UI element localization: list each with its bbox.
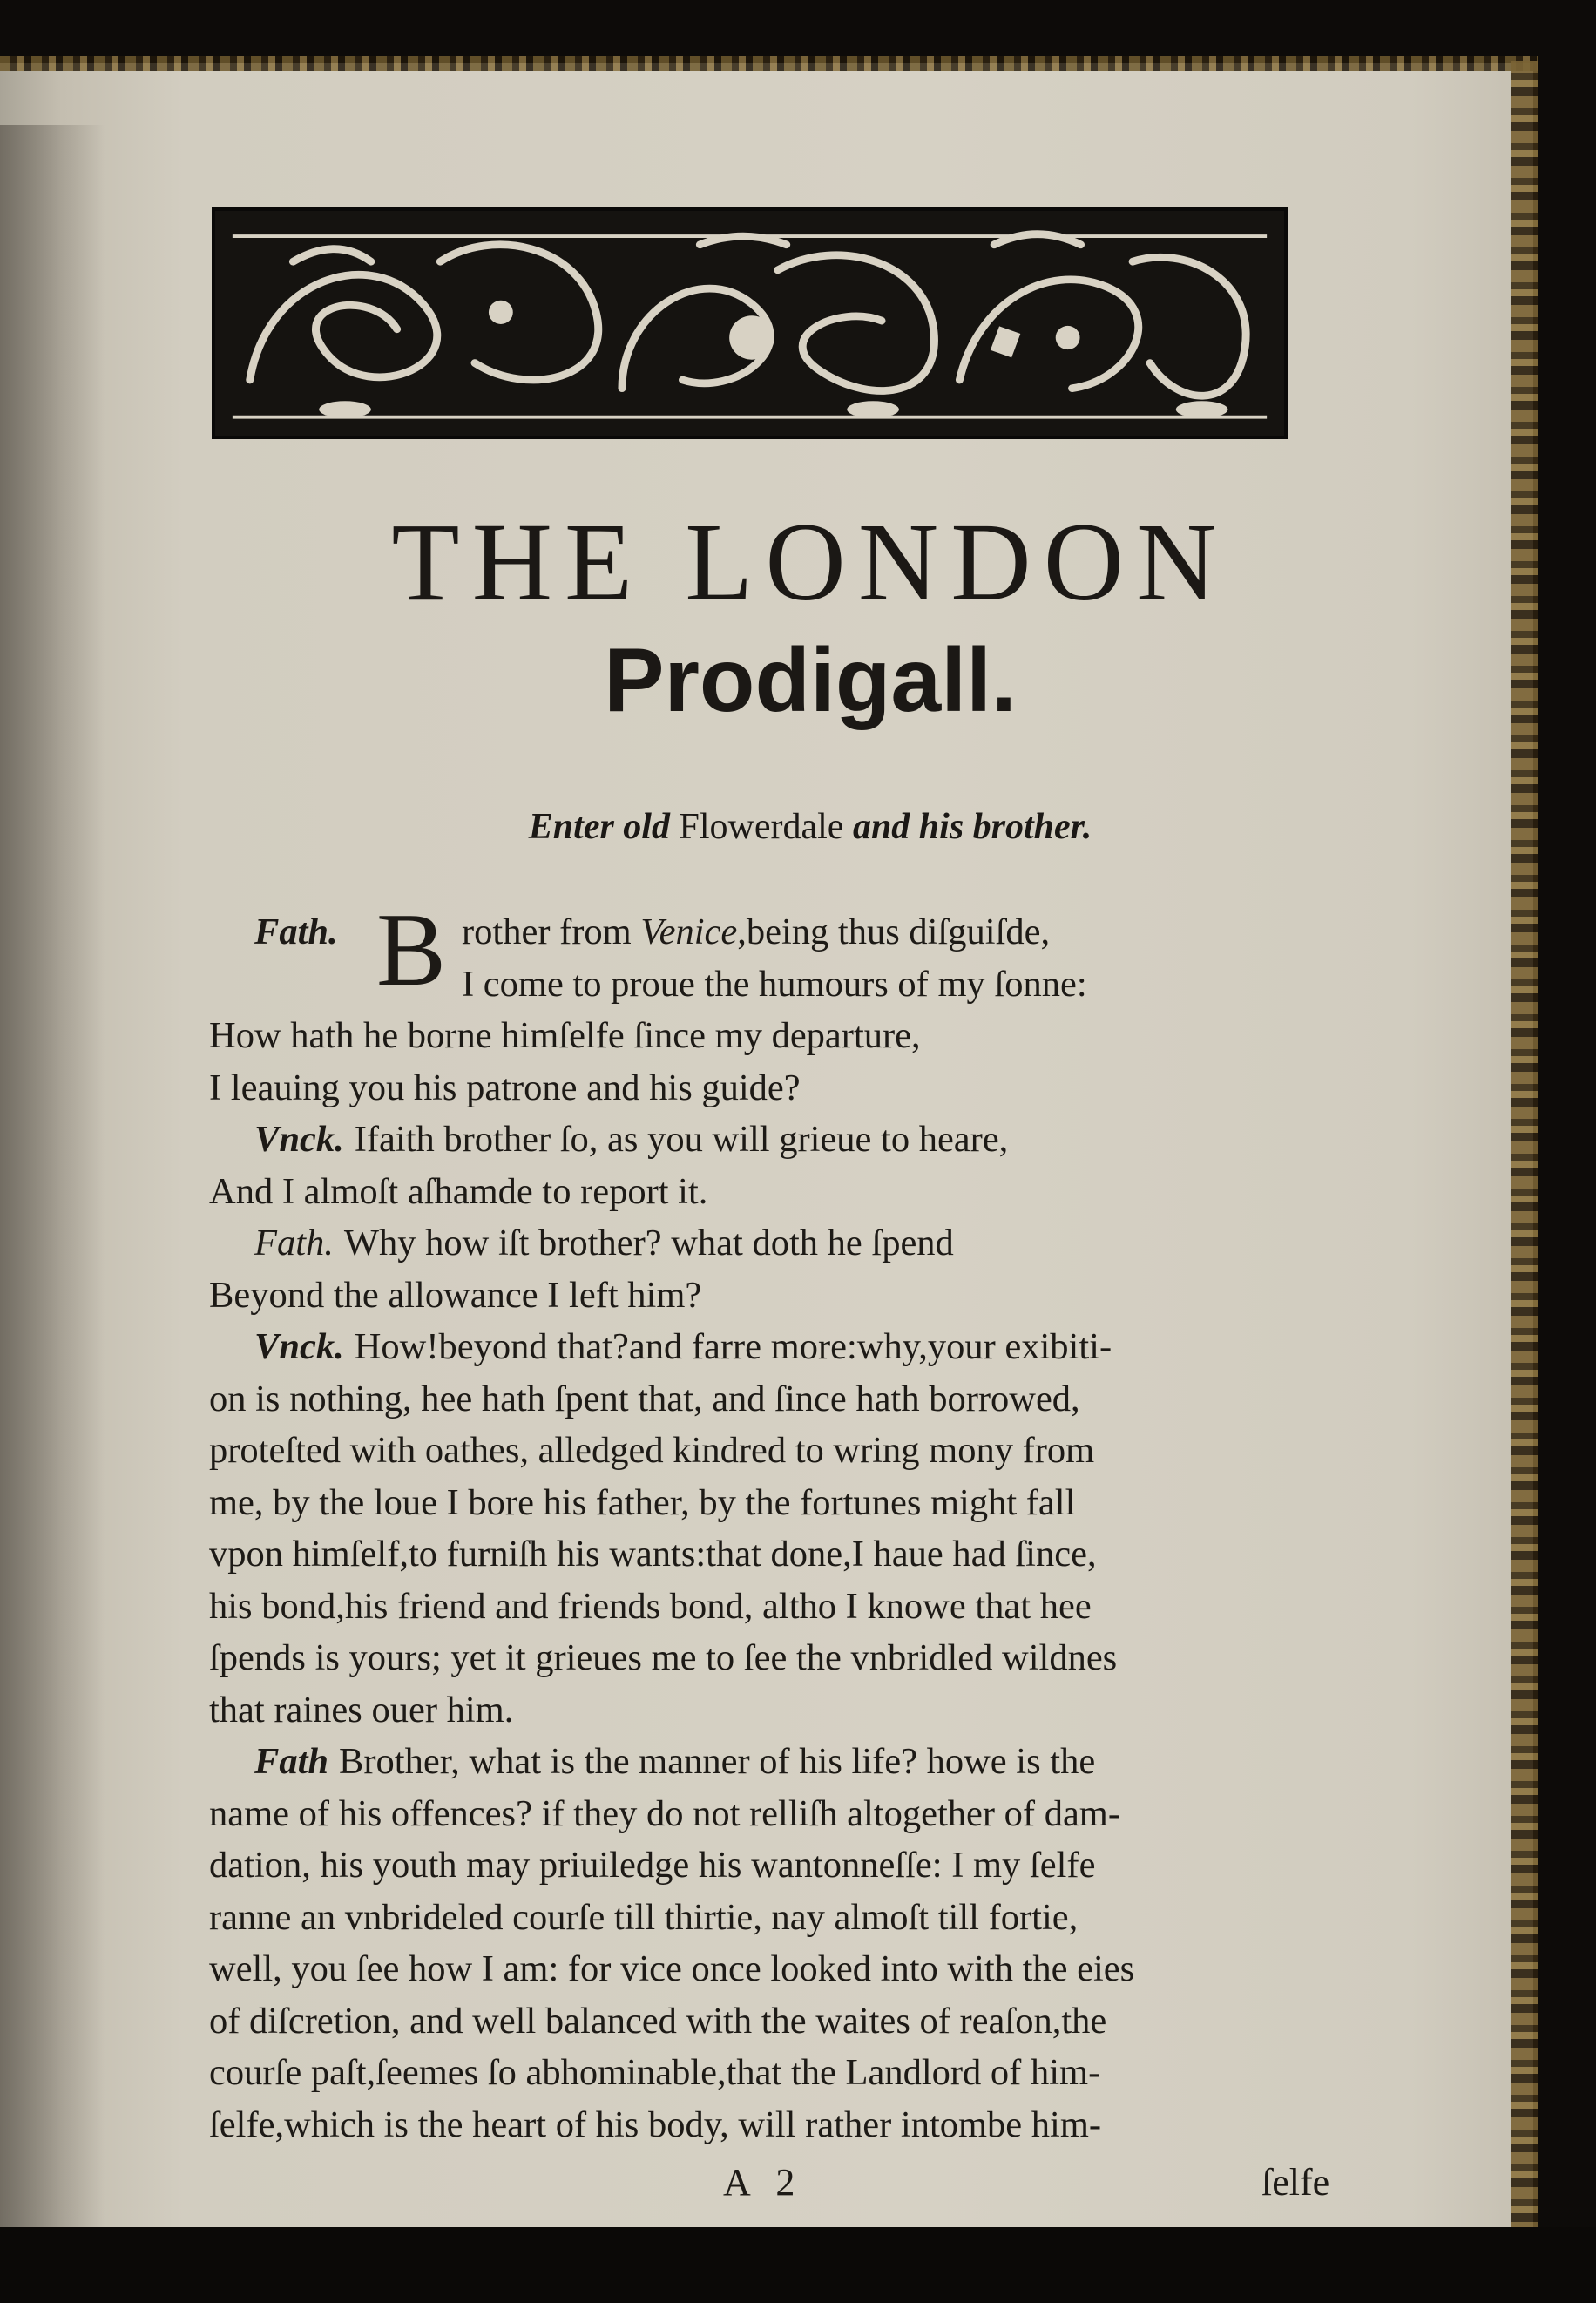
speech-text: Why how iſt brother? what doth he ſpend bbox=[343, 1223, 954, 1263]
text-line: Beyond the allowance I left him? bbox=[209, 1274, 702, 1316]
catchword: ſelfe bbox=[1261, 2161, 1330, 2204]
gilt-edge-top bbox=[0, 56, 1538, 71]
text-line: ſelfe,which is the heart of his body, will rather intombe him- bbox=[209, 2103, 1102, 2145]
text-segment bbox=[462, 906, 1050, 958]
ornament-scrollwork bbox=[215, 211, 1284, 436]
speaker-prefix: Vnck. bbox=[254, 1119, 344, 1160]
woodcut-headpiece-icon bbox=[212, 207, 1288, 439]
page-subtitle: Prodigall. bbox=[604, 630, 1017, 731]
text-line: well, you ſee how I am: for vice once looked into with the eies bbox=[209, 1948, 1135, 1989]
gilt-edge-right bbox=[1511, 61, 1538, 2239]
place-name: Venice bbox=[640, 911, 738, 952]
speech-text: Ifaith brother ſo, as you will grieue to heare, bbox=[354, 1119, 1009, 1160]
text-line: his bond,his friend and friends bond, altho I knowe that hee bbox=[209, 1585, 1092, 1627]
text-segment-b: ,being thus diſguiſde, bbox=[737, 911, 1051, 952]
text-line: ſpends is yours; yet it grieues me to ſee the vnbridled wildnes bbox=[209, 1637, 1118, 1678]
gutter-shadow bbox=[0, 125, 105, 2241]
text-line bbox=[209, 1321, 1342, 1373]
text-line: of diſcretion, and well balanced with the waites of reaſon,the bbox=[209, 2000, 1107, 2042]
speaker-prefix: Fath. bbox=[254, 1223, 334, 1263]
stage-direction bbox=[0, 806, 1533, 848]
text-line bbox=[209, 1736, 1342, 1788]
play-text bbox=[209, 891, 1342, 2151]
stage-direction-enter: Enter old bbox=[528, 807, 670, 847]
text-line: ranne an vnbrideled courſe till thirtie, nay almoſt till fortie, bbox=[209, 1896, 1079, 1938]
text-line: And I almoſt aſhamde to report it. bbox=[209, 1170, 708, 1212]
text-line bbox=[209, 1114, 1342, 1166]
text-line: me, by the loue I bore his father, by the fortunes might fall bbox=[209, 1481, 1076, 1523]
text-line: vpon himſelf,to furniſh his wants:that done,I haue had ſince, bbox=[209, 1534, 1097, 1575]
page-footer bbox=[0, 2160, 1533, 2212]
stage-direction-rest: and his brother. bbox=[852, 807, 1092, 847]
text-line bbox=[209, 1217, 1342, 1270]
page-title: THE LONDON bbox=[391, 500, 1229, 624]
speech-text: How!beyond that?and farre more:why,your exibiti- bbox=[354, 1326, 1112, 1367]
drop-cap: B bbox=[376, 891, 447, 1007]
speaker-prefix: Vnck. bbox=[254, 1326, 344, 1367]
text-line: How hath he borne himſelfe ſince my departure, bbox=[209, 1015, 921, 1056]
text-line: that raines ouer him. bbox=[209, 1689, 514, 1731]
text-line: name of his offences? if they do not relliſh altogether of dam- bbox=[209, 1792, 1121, 1834]
signature-mark: A 2 bbox=[723, 2161, 804, 2204]
text-line: I come to proue the humours of my ſonne: bbox=[462, 963, 1087, 1005]
text-line: proteſted with oathes, alledged kindred to wring mony from bbox=[209, 1430, 1095, 1471]
text-line: on is nothing, hee hath ſpent that, and ſince hath borrowed, bbox=[209, 1378, 1080, 1419]
text-line: dation, his youth may priuiledge his wantonneſſe: I my ſelfe bbox=[209, 1845, 1096, 1886]
speaker-prefix: Fath bbox=[254, 1741, 329, 1782]
speaker-prefix: Fath. bbox=[254, 911, 338, 952]
stage-direction-name: Flowerdale bbox=[679, 807, 844, 847]
text-segment-a: rother from bbox=[462, 911, 641, 952]
background-bottom bbox=[0, 2227, 1596, 2303]
text-line: I leauing you his patrone and his guide? bbox=[209, 1067, 801, 1108]
text-line: courſe paſt,ſeemes ſo abhominable,that the Landlord of him- bbox=[209, 2052, 1101, 2093]
speech-text: Brother, what is the manner of his life? howe is the bbox=[339, 1741, 1096, 1782]
